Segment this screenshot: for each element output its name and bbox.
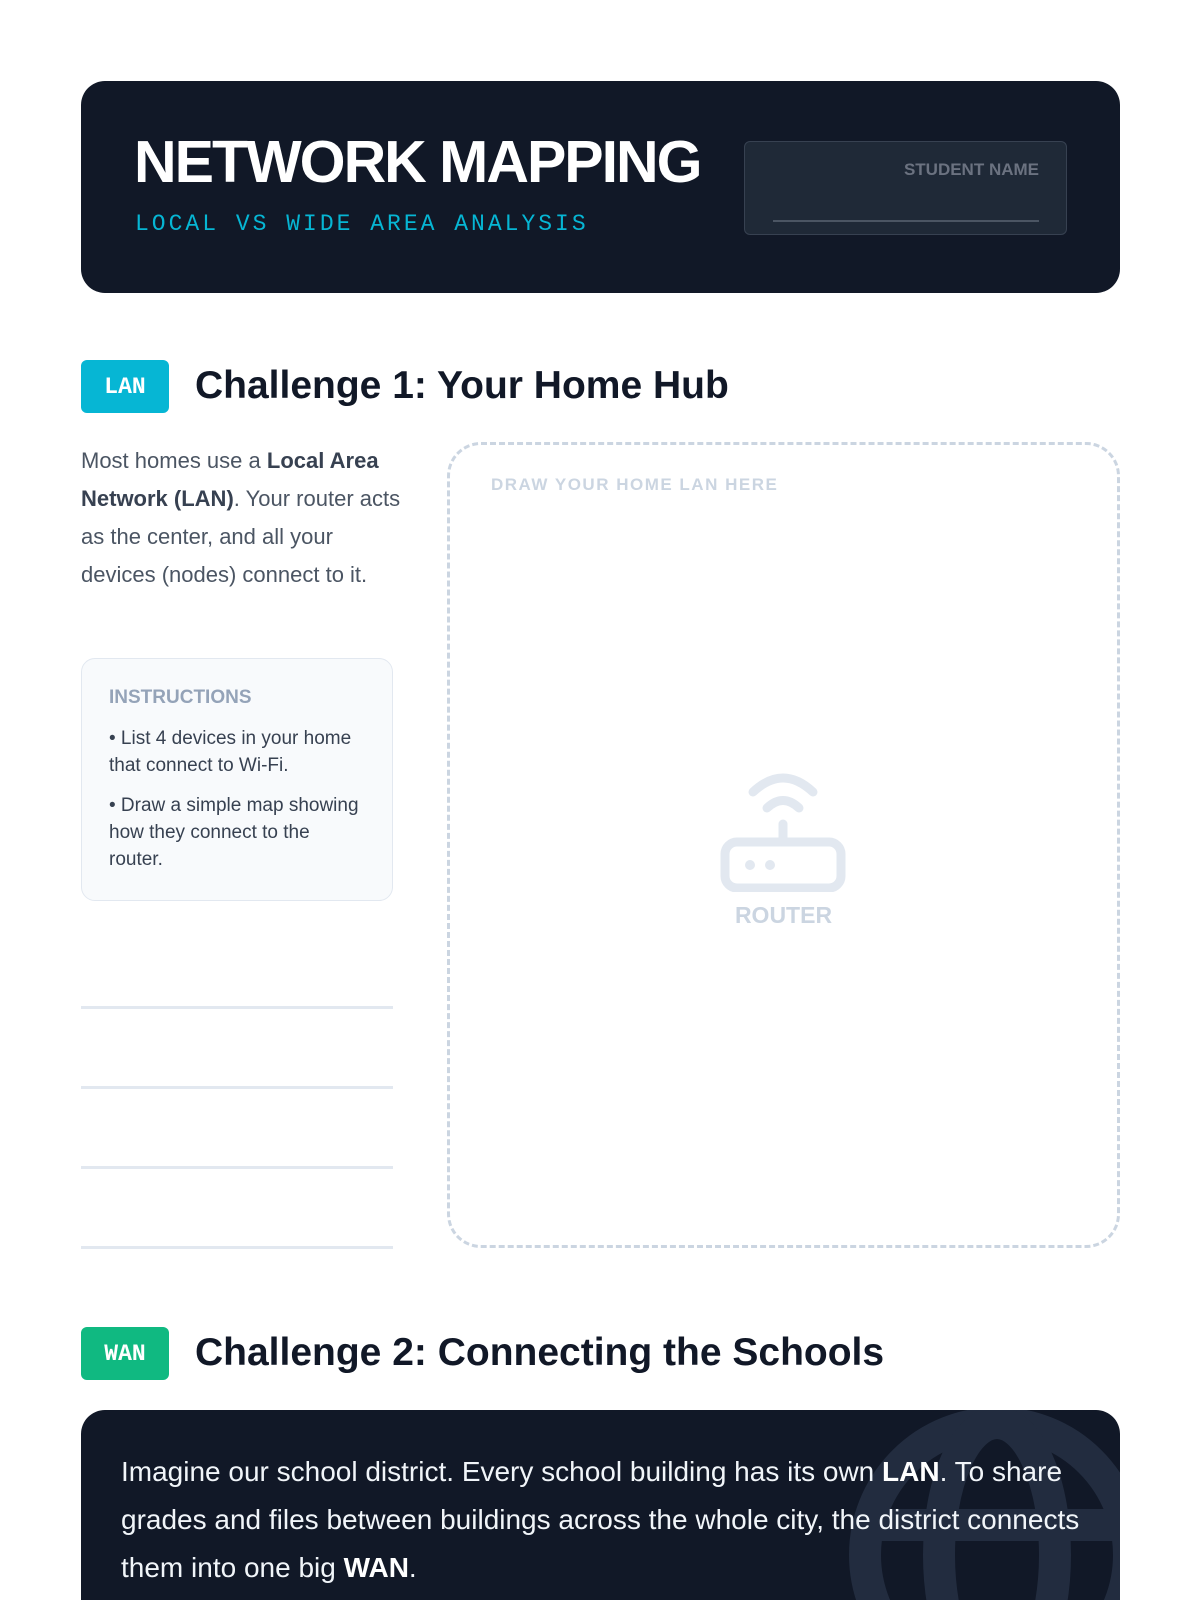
student-name-label: STUDENT NAME — [903, 160, 1039, 179]
wan-scenario-text — [121, 1448, 1081, 1592]
worksheet-header — [81, 81, 1120, 293]
intro-text-before: Most homes use a — [81, 448, 267, 473]
wan-scenario-card — [81, 1410, 1120, 1600]
intro-text-after: . Your router acts as the center, and all your devices (nodes) connect to it. — [81, 486, 401, 587]
answer-line-2[interactable] — [81, 1086, 393, 1089]
answer-line-1[interactable] — [81, 1006, 393, 1009]
intro-term-lan: Local Area Network (LAN) — [81, 448, 379, 511]
page-title: NETWORK MAPPING — [134, 129, 701, 195]
student-name-line — [773, 220, 1039, 222]
challenge-1-intro — [81, 442, 401, 594]
instruction-item: • Draw a simple map showing how they connect to the router. — [109, 795, 359, 870]
instruction-item: • List 4 devices in your home that connect to Wi-Fi. — [109, 728, 352, 776]
router-label: ROUTER — [734, 902, 833, 928]
wan-badge: WAN — [81, 1327, 169, 1380]
wan-text-part-1: Imagine our school district. Every school building has its own — [121, 1456, 883, 1487]
wan-term-lan: LAN — [882, 1456, 940, 1487]
lan-badge: LAN — [81, 360, 169, 413]
answer-line-3[interactable] — [81, 1166, 393, 1169]
wan-text-part-2: . To share grades and files between buildings across the whole city, the district connects them into one big — [121, 1456, 1080, 1583]
wan-term-wan: WAN — [343, 1552, 409, 1583]
page-subtitle: LOCAL VS WIDE AREA ANALYSIS — [135, 211, 589, 237]
student-name-field[interactable] — [744, 141, 1067, 235]
router-icon — [720, 766, 846, 892]
instructions-heading: INSTRUCTIONS — [109, 687, 252, 708]
answer-line-4[interactable] — [81, 1246, 393, 1249]
drawing-area-label: DRAW YOUR HOME LAN HERE — [491, 475, 779, 494]
challenge-2-title: Challenge 2: Connecting the Schools — [195, 1331, 885, 1374]
lan-drawing-area[interactable] — [447, 442, 1120, 1248]
instructions-card — [81, 658, 393, 901]
challenge-1-title: Challenge 1: Your Home Hub — [195, 364, 729, 407]
wan-text-part-3: . — [408, 1552, 417, 1583]
